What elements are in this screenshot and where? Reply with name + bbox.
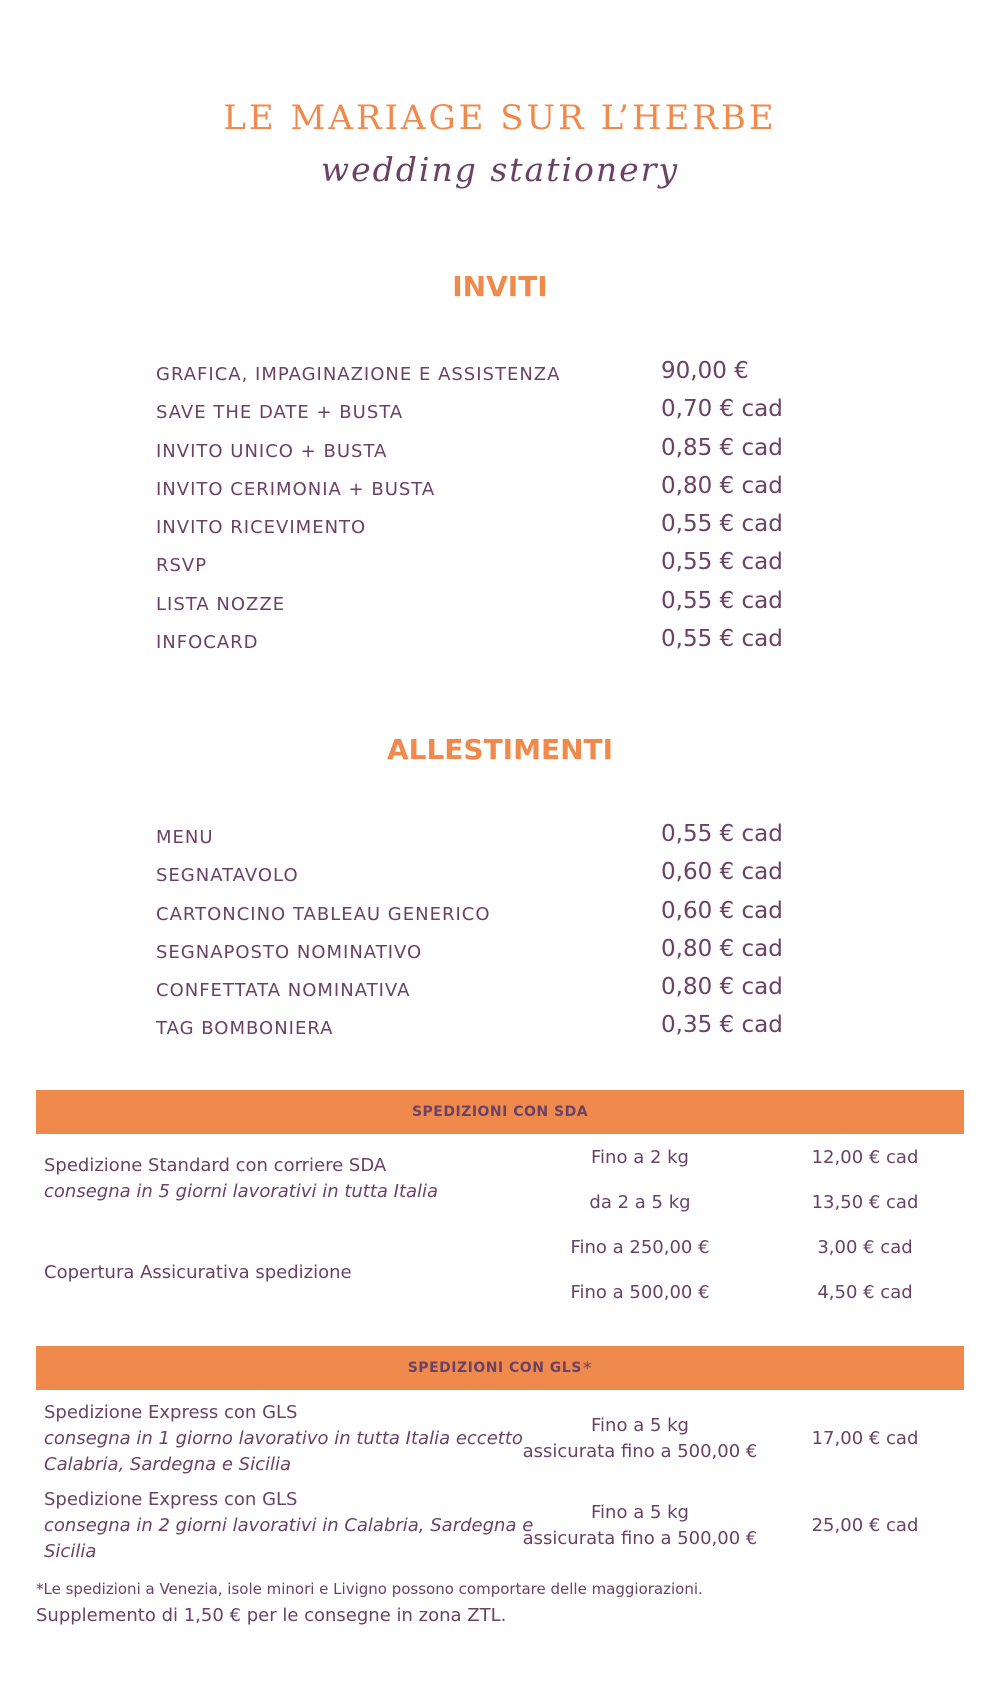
allestimenti-price-list xyxy=(156,815,796,1045)
sda-header-band xyxy=(36,1090,964,1134)
price-item-label: LISTA NOZZE xyxy=(156,593,286,615)
gls-row-title: Spedizione Express con GLS xyxy=(44,1489,298,1510)
sda-price: 13,50 € cad xyxy=(811,1192,919,1213)
gls-row-price: 25,00 € cad xyxy=(811,1515,919,1536)
price-item-label: INVITO RICEVIMENTO xyxy=(156,517,367,539)
price-row xyxy=(156,815,796,853)
price-item-label: SAVE THE DATE + BUSTA xyxy=(156,402,404,424)
gls-header-band xyxy=(36,1346,964,1390)
price-item-label: SEGNATAVOLO xyxy=(156,865,299,887)
gls-row-subtitle: consegna in 2 giorni lavorativi in Calabria, Sardegna e xyxy=(44,1515,534,1536)
price-row xyxy=(156,968,796,1006)
price-row xyxy=(156,429,796,467)
sda-standard-subtitle: consegna in 5 giorni lavorativi in tutta Italia xyxy=(44,1181,439,1202)
sda-standard-title: Spedizione Standard con corriere SDA xyxy=(44,1155,387,1176)
price-row xyxy=(156,352,796,390)
gls-row-subtitle: Sicilia xyxy=(44,1541,97,1562)
price-item-value: 0,80 € cad xyxy=(661,974,783,1001)
gls-condition-weight: Fino a 5 kg xyxy=(591,1502,689,1523)
price-row xyxy=(156,390,796,428)
gls-condition-insurance: assicurata fino a 500,00 € xyxy=(522,1528,758,1549)
section-title-allestimenti: ALLESTIMENTI xyxy=(386,733,614,766)
price-item-value: 0,60 € cad xyxy=(661,859,783,886)
price-item-label: CARTONCINO TABLEAU GENERICO xyxy=(156,903,491,925)
sda-price: 12,00 € cad xyxy=(811,1147,919,1168)
price-item-value: 0,35 € cad xyxy=(661,1012,783,1039)
price-item-label: INFOCARD xyxy=(156,632,259,654)
gls-condition-weight: Fino a 5 kg xyxy=(591,1415,689,1436)
shipping-footnote: *Le spedizioni a Venezia, isole minori e Livigno possono comportare delle maggiorazioni. xyxy=(36,1580,703,1598)
sda-condition: Fino a 2 kg xyxy=(591,1147,689,1168)
gls-row-condition xyxy=(510,1500,770,1552)
gls-header-label: SPEDIZIONI CON GLS xyxy=(407,1360,582,1376)
price-item-label: INVITO UNICO + BUSTA xyxy=(156,440,388,462)
price-item-value: 0,55 € cad xyxy=(661,549,783,576)
price-item-value: 0,80 € cad xyxy=(661,935,783,962)
price-item-value: 0,55 € cad xyxy=(661,626,783,653)
price-item-label: CONFETTATA NOMINATIVA xyxy=(156,980,411,1002)
price-row xyxy=(156,543,796,581)
sda-condition: da 2 a 5 kg xyxy=(589,1192,691,1213)
sda-header-label: SPEDIZIONI CON SDA xyxy=(411,1104,589,1120)
gls-row-subtitle: Calabria, Sardegna e Sicilia xyxy=(44,1454,292,1475)
gls-row-description xyxy=(44,1487,533,1565)
price-row xyxy=(156,892,796,930)
sda-standard-description xyxy=(44,1153,438,1205)
gls-row-description xyxy=(44,1400,523,1478)
gls-footnote-star: * xyxy=(582,1357,593,1379)
price-item-label: SEGNAPOSTO NOMINATIVO xyxy=(156,941,423,963)
price-row xyxy=(156,582,796,620)
price-item-label: MENU xyxy=(156,827,214,848)
gls-row-condition xyxy=(510,1413,770,1465)
price-item-value: 0,70 € cad xyxy=(661,396,783,423)
price-item-value: 0,55 € cad xyxy=(661,511,783,538)
brand-title: LE MARIAGE SUR L’HERBE xyxy=(223,98,777,138)
price-item-label: INVITO CERIMONIA + BUSTA xyxy=(156,478,436,500)
price-row xyxy=(156,467,796,505)
price-item-value: 90,00 € xyxy=(661,358,749,384)
sda-insurance-price: 3,00 € cad xyxy=(817,1237,913,1258)
gls-row-title: Spedizione Express con GLS xyxy=(44,1402,298,1423)
section-title-inviti: INVITI xyxy=(452,270,548,303)
price-row xyxy=(156,853,796,891)
price-item-value: 0,80 € cad xyxy=(661,472,783,499)
price-item-value: 0,55 € cad xyxy=(661,587,783,614)
gls-row-price: 17,00 € cad xyxy=(811,1428,919,1449)
price-item-label: GRAFICA, IMPAGINAZIONE E ASSISTENZA xyxy=(156,364,561,385)
price-row xyxy=(156,1006,796,1044)
price-item-value: 0,60 € cad xyxy=(661,897,783,924)
sda-insurance-condition: Fino a 250,00 € xyxy=(570,1237,710,1258)
price-item-value: 0,85 € cad xyxy=(661,434,783,461)
gls-condition-insurance: assicurata fino a 500,00 € xyxy=(522,1441,758,1462)
price-row xyxy=(156,930,796,968)
sda-insurance-condition: Fino a 500,00 € xyxy=(570,1282,710,1303)
brand-tagline: wedding stationery xyxy=(320,150,680,189)
sda-insurance-title: Copertura Assicurativa spedizione xyxy=(44,1262,352,1283)
inviti-price-list xyxy=(156,352,796,658)
gls-row-subtitle: consegna in 1 giorno lavorativo in tutta Italia eccetto xyxy=(44,1428,523,1449)
price-item-value: 0,55 € cad xyxy=(661,821,783,847)
sda-insurance-price: 4,50 € cad xyxy=(817,1282,913,1303)
price-item-label: TAG BOMBONIERA xyxy=(156,1018,334,1040)
price-item-label: RSVP xyxy=(156,555,208,577)
price-row xyxy=(156,620,796,658)
price-row xyxy=(156,505,796,543)
ztl-supplement-note: Supplemento di 1,50 € per le consegne in zona ZTL. xyxy=(36,1605,507,1626)
